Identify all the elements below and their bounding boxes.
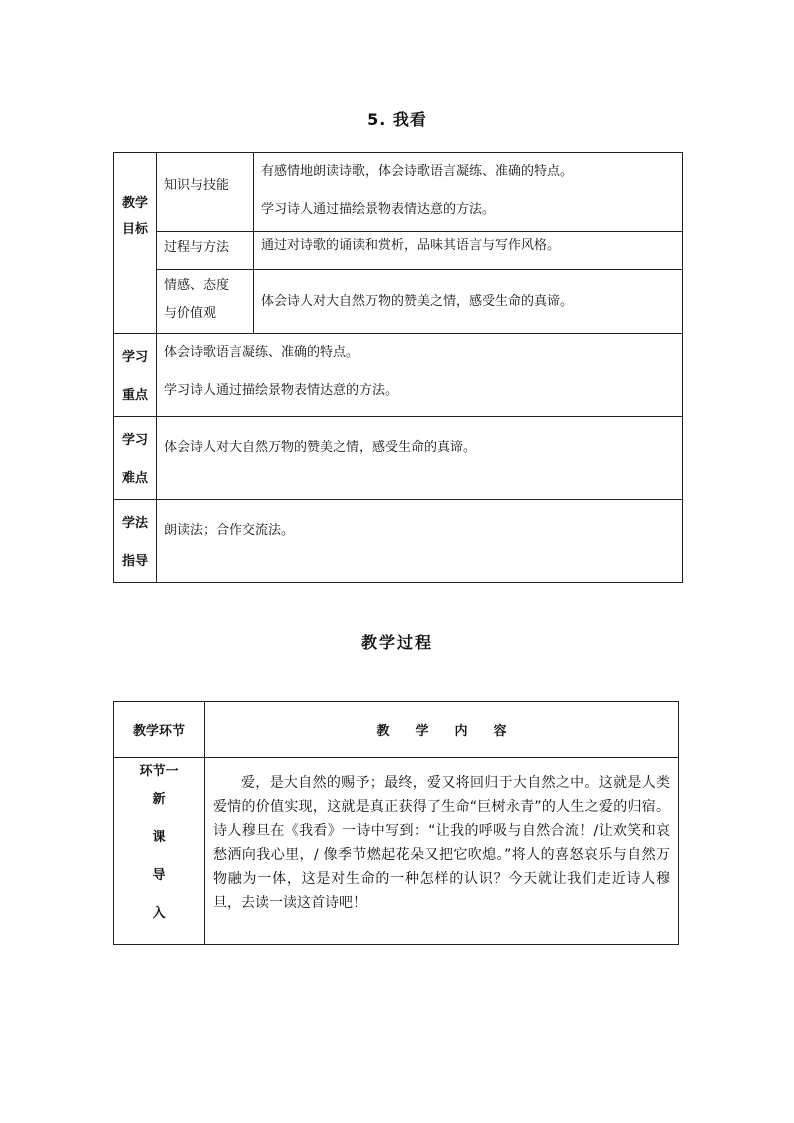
sub-label-knowledge: 知识与技能	[157, 153, 254, 232]
emotion-content	[254, 270, 683, 334]
key-points-label: 学习 重点	[114, 334, 157, 417]
document-title: 5. 我看	[367, 110, 427, 129]
process-title: 教学过程	[360, 633, 433, 652]
stage-1-char-1: 新	[152, 792, 166, 807]
stage-1-content: 爱，是大自然的赐予；最终，爱又将回归于大自然之中。这就是人类爱情的价值实现，这就是真正获得了生命“巨树永青”的人生之爱的归宿。诗人穆旦在《我看》一诗中写到：“让我的呼吸与自然合流！/让欢笑和哀愁洒向我心里，/ 像季节燃起花朵又把它吹熄。”将人的喜怒哀乐与自然万物融为一体，这是对生命的一种怎样的认识？今天就让我们走近诗人穆旦，去读一读这首诗吧！	[205, 758, 679, 945]
difficulties-content	[157, 417, 683, 500]
sub-label-emotion: 情感、态度 与价值观	[157, 270, 254, 334]
stage-1-name: 环节一	[139, 764, 179, 779]
objectives-table	[113, 152, 683, 583]
goal-label: 教学 目标	[114, 153, 157, 334]
header-content: 教学内容	[376, 724, 533, 739]
stage-1-char-3: 导	[152, 868, 166, 883]
process-line-1: 通过对诗歌的诵读和赏析，品味其语言与写作风格。	[261, 238, 561, 253]
stage-1-char-2: 课	[152, 830, 166, 845]
methods-line-1: 朗读法；合作交流法。	[164, 523, 295, 538]
methods-label: 学法 指导	[114, 500, 157, 583]
emotion-line-1: 体会诗人对大自然万物的赞美之情，感受生命的真谛。	[261, 293, 574, 309]
process-content	[254, 232, 683, 270]
header-stage: 教学环节	[114, 702, 205, 758]
key-points-line-2: 学习诗人通过描绘景物表情达意的方法。	[164, 383, 399, 398]
stage-1-char-4: 入	[152, 906, 166, 921]
process-table	[113, 701, 679, 945]
methods-content	[157, 500, 683, 583]
key-points-content	[157, 334, 683, 417]
header-content-cell	[205, 702, 679, 758]
stage-1-label	[114, 758, 205, 945]
key-points-line-1: 体会诗歌语言凝练、准确的特点。	[164, 345, 360, 360]
difficulties-label: 学习 难点	[114, 417, 157, 500]
sub-label-process: 过程与方法	[157, 232, 254, 270]
knowledge-line-2: 学习诗人通过描绘景物表情达意的方法。	[261, 202, 496, 217]
difficulties-line-1: 体会诗人对大自然万物的赞美之情，感受生命的真谛。	[164, 440, 477, 455]
knowledge-line-1: 有感情地朗读诗歌，体会诗歌语言凝练、准确的特点。	[261, 164, 574, 179]
knowledge-content	[254, 153, 683, 232]
